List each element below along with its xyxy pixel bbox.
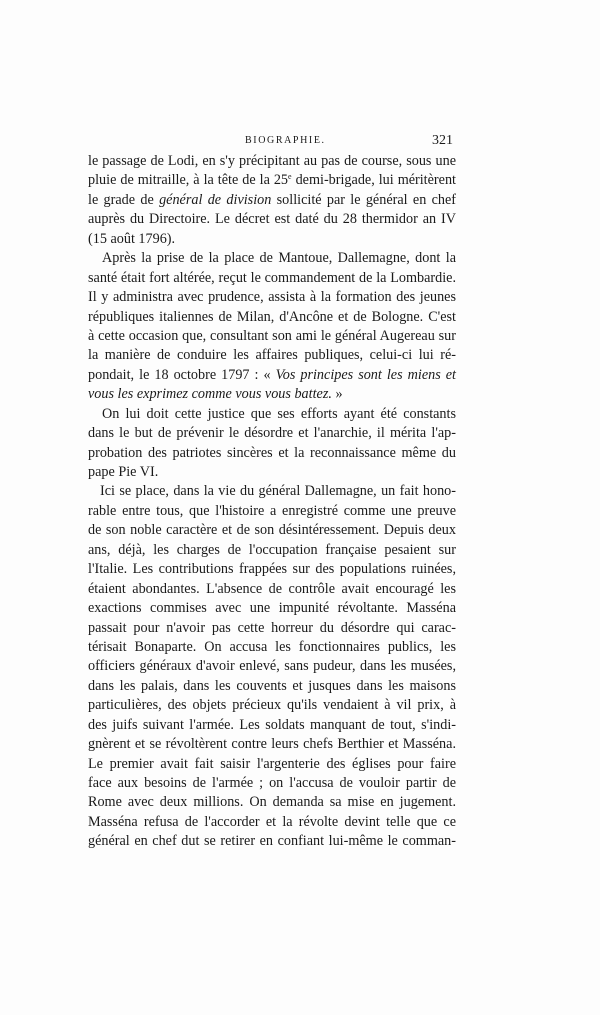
text-fragment: Après la prise de la place de Mantoue, Dallemagne, dont la (102, 250, 456, 267)
paragraph-start-line (88, 405, 456, 424)
text-fragment: Le premier avait fait saisir l'argenterie des églises pour faire (88, 755, 456, 772)
text-line (88, 230, 456, 249)
text-line (88, 308, 456, 327)
text-fragment: de son noble caractère et de son désintéressement. Depuis deux (88, 522, 456, 539)
text-fragment: l'Italie. Les contributions frappées sur des populations ruinées, (88, 561, 456, 578)
text-fragment: probation des patriotes sincères et la reconnaissance même du (88, 444, 456, 461)
text-line (88, 327, 456, 346)
text-line (88, 580, 456, 599)
text-fragment: Ici se place, dans la vie du général Dallemagne, un fait hono- (100, 483, 456, 500)
text-fragment: demi-brigade, lui méritèrent (291, 172, 456, 189)
text-fragment: sollicité par le général en chef (271, 191, 457, 208)
text-fragment: gnèrent et se révoltèrent contre leurs chefs Berthier et Masséna. (88, 736, 456, 753)
text-line (88, 735, 456, 754)
text-fragment: républiques italiennes de Milan, d'Ancône et de Bologne. C'est (88, 308, 456, 325)
text-fragment: particulières, des objets précieux qu'ils vendaient à vil prix, à (88, 697, 456, 714)
text-fragment: santé était fort altérée, reçut le commandement de la Lombardie. (88, 269, 456, 286)
text-line (88, 269, 456, 288)
text-line (88, 502, 456, 521)
text-fragment: pondait, le 18 octobre 1797 : « (88, 366, 276, 383)
text-line (88, 677, 456, 696)
text-fragment: ans, déjà, les charges de l'occupation française pesaient sur (88, 541, 456, 558)
text-fragment: des juifs suivant l'armée. Les soldats manquant de tout, s'indi- (88, 716, 456, 733)
text-fragment: Il y administra avec prudence, assista à la formation des jeunes (88, 289, 456, 306)
text-fragment: face aux besoins de l'armée ; on l'accusa de vouloir partir de (88, 775, 456, 791)
text-line (88, 444, 456, 463)
running-head (0, 133, 600, 153)
text-fragment: auprès du Directoire. Le décret est daté du 28 thermidor an IV (88, 211, 456, 228)
text-line (88, 619, 456, 638)
text-line (88, 657, 456, 676)
text-line (88, 210, 456, 229)
text-line (88, 774, 456, 793)
text-line (88, 346, 456, 365)
text-fragment: le passage de Lodi, en s'y précipitant au pas de course, sous une (88, 153, 456, 169)
text-line (88, 716, 456, 735)
text-line (88, 521, 456, 540)
text-fragment: exactions commises avec une impunité révoltante. Masséna (88, 600, 456, 617)
text-fragment: Rome avec deux millions. On demanda sa mise en jugement. (88, 794, 456, 811)
text-fragment: Masséna refusa de l'accorder et la révolte devint telle que ce (88, 813, 456, 830)
text-fragment: rable entre tous, que l'histoire a enregistré comme une preuve (88, 502, 456, 519)
text-line (88, 152, 456, 171)
paragraph-start-line (88, 249, 456, 268)
text-line (88, 813, 456, 832)
text-line (88, 755, 456, 774)
text-fragment: On lui doit cette justice que ses efforts ayant été constants (102, 405, 456, 422)
paragraph-start-line (88, 482, 456, 501)
text-fragment: à cette occasion que, consultant son ami le général Augereau sur (88, 327, 456, 344)
text-fragment: étaient abondantes. L'absence de contrôle avait encouragé les (88, 580, 456, 597)
text-line (88, 288, 456, 307)
text-line (88, 793, 456, 812)
text-line (88, 599, 456, 618)
text-line (88, 171, 456, 190)
text-fragment: général en chef dut se retirer en confiant lui-même le comman- (88, 833, 456, 850)
text-line (88, 424, 456, 443)
text-fragment: passait pour n'avoir pas cette horreur du désordre qui carac- (88, 619, 456, 636)
text-line (88, 832, 456, 851)
italic-text: Vos principes sont les miens et (275, 366, 457, 383)
text-line (88, 385, 456, 404)
superscript: e (288, 172, 292, 182)
italic-text: général de division (159, 191, 272, 208)
text-fragment: le grade de (88, 191, 160, 208)
page-number: 321 (432, 133, 453, 148)
text-line (88, 696, 456, 715)
text-fragment: » (331, 386, 343, 403)
text-fragment: la manière de conduire les affaires publiques, celui-ci lui ré- (88, 347, 456, 364)
text-line (88, 463, 456, 482)
text-line (88, 638, 456, 657)
text-fragment: pape Pie VI. (88, 464, 159, 480)
body-text (88, 152, 456, 852)
text-line (88, 541, 456, 560)
text-fragment: pluie de mitraille, à la tête de la 25 (88, 172, 289, 189)
text-fragment: térisait Bonaparte. On accusa les fonctionnaires publics, les (88, 638, 456, 655)
text-line (88, 560, 456, 579)
italic-text: vous les exprimez comme vous vous battez. (88, 386, 332, 403)
text-fragment: officiers généraux d'avoir enlevé, sans pudeur, dans les musées, (88, 658, 456, 675)
text-fragment: dans les palais, dans les couvents et jusques dans les maisons (88, 677, 456, 694)
text-fragment: (15 août 1796). (88, 230, 176, 247)
text-line (88, 191, 456, 210)
text-line (88, 366, 456, 385)
running-title: BIOGRAPHIE. (245, 135, 326, 146)
text-fragment: dans le but de prévenir le désordre et l'anarchie, il mérita l'ap- (88, 425, 456, 442)
